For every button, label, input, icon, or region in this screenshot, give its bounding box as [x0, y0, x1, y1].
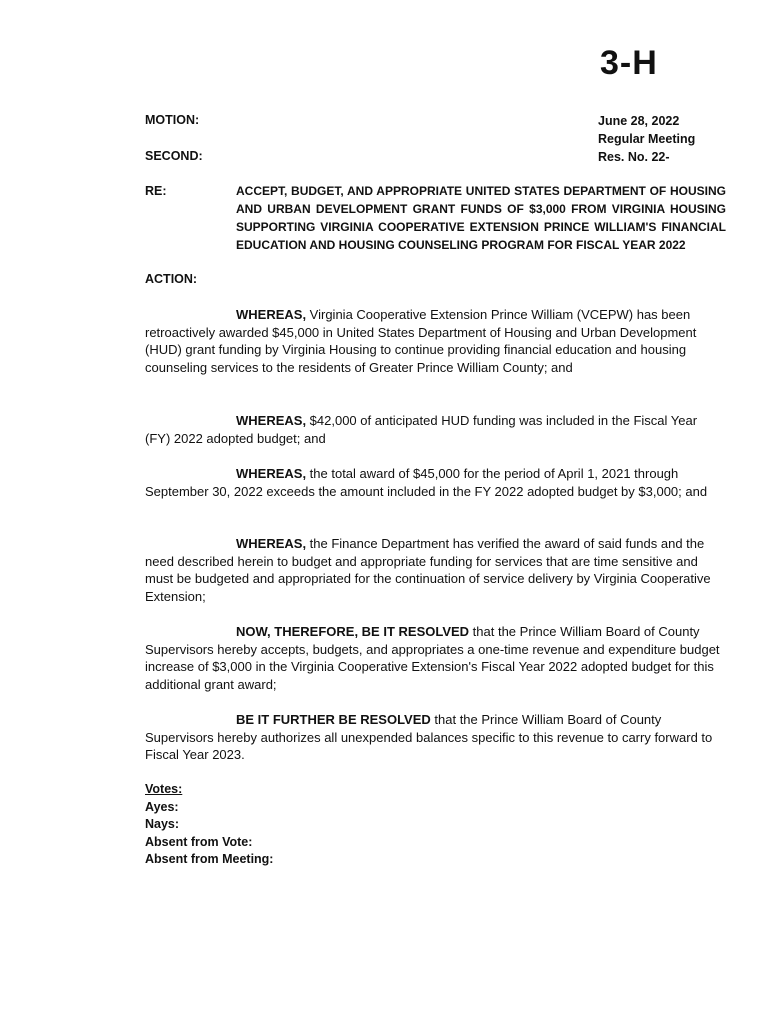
further-resolved-paragraph	[145, 711, 725, 764]
meeting-type: Regular Meeting	[598, 132, 696, 146]
meeting-info	[598, 112, 695, 166]
paragraph-lead: WHEREAS,	[236, 536, 307, 551]
nays-label: Nays:	[145, 817, 180, 832]
paragraph-lead: WHEREAS,	[236, 466, 307, 481]
paragraph-lead: NOW, THEREFORE, BE IT RESOLVED	[236, 624, 470, 639]
ayes-label: Ayes:	[145, 799, 179, 814]
paragraph-lead: BE IT FURTHER BE RESOLVED	[236, 712, 431, 727]
paragraph-lead: WHEREAS,	[236, 413, 307, 428]
paragraph-text: that the Prince William Board of County Supervisors hereby authorizes all unexpended balances specific to this revenue to carry forward to Fiscal Year 2023.	[145, 712, 713, 763]
whereas-paragraph-2	[145, 412, 725, 447]
agenda-item-number: 3-H	[600, 44, 658, 82]
votes-title: Votes:	[145, 782, 183, 796]
resolution-number: Res. No. 22-	[598, 150, 670, 164]
paragraph-text: that the Prince William Board of County Supervisors hereby accepts, budgets, and appropriates a one-time revenue and expenditure budget increase of $3,000 in the Virginia Cooperative Extension's Fiscal Year 2022 adopted budget for this additional grant award;	[145, 624, 720, 692]
whereas-paragraph-3	[145, 465, 725, 500]
votes-block	[145, 781, 273, 869]
second-label: SECOND:	[145, 149, 203, 163]
resolved-paragraph	[145, 623, 725, 693]
motion-label: MOTION:	[145, 113, 200, 127]
re-subject: ACCEPT, BUDGET, AND APPROPRIATE UNITED STATES DEPARTMENT OF HOUSING AND URBAN DEVELOPMENT GRANT FUNDS OF $3,000 FROM VIRGINIA HOUSING SUPPORTING VIRGINIA COOPERATIVE EXTENSION PRINCE WILLIAM'S FINANCIAL EDUCATION AND HOUSING COUNSELING PROGRAM FOR FISCAL YEAR 2022	[236, 184, 726, 252]
re-label: RE:	[145, 184, 167, 198]
absent-vote-label: Absent from Vote:	[145, 834, 253, 849]
whereas-paragraph-1	[145, 306, 725, 376]
action-label: ACTION:	[145, 272, 198, 286]
absent-meeting-label: Absent from Meeting:	[145, 852, 274, 867]
paragraph-text: Virginia Cooperative Extension Prince William (VCEPW) has been retroactively awarded $45,000 in United States Department of Housing and Urban Development (HUD) grant funding by Virginia Housing to continue providing financial education and housing counseling services to the residents of Greater Prince William County; and	[145, 307, 697, 375]
paragraph-text: the total award of $45,000 for the period of April 1, 2021 through September 30, 2022 exceeds the amount included in the FY 2022 adopted budget by $3,000; and	[145, 466, 708, 499]
meeting-date: June 28, 2022	[598, 114, 680, 128]
whereas-paragraph-4	[145, 535, 725, 605]
paragraph-text: the Finance Department has verified the award of said funds and the need described herein to budget and appropriate funding for services that are time sensitive and must be budgeted and appropriated for the continuation of service delivery by Virginia Cooperative Extension;	[145, 536, 711, 604]
paragraph-text: $42,000 of anticipated HUD funding was included in the Fiscal Year (FY) 2022 adopted budget; and	[145, 413, 698, 446]
paragraph-lead: WHEREAS,	[236, 307, 307, 322]
